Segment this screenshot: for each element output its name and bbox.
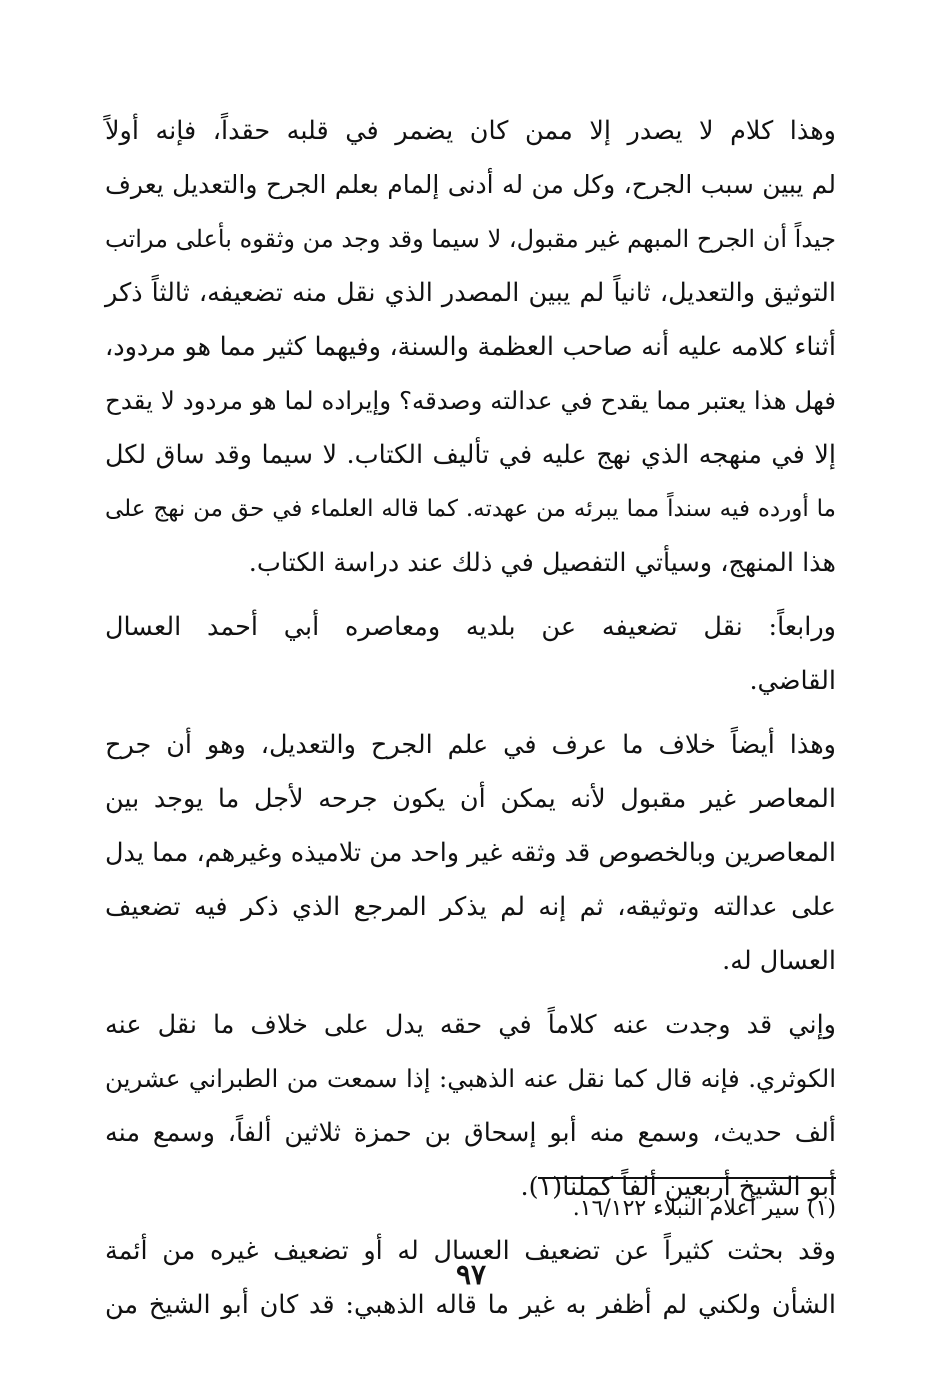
text-line: ألف حديث، وسمع منه أبو إسحاق بن حمزة ثلاثين ألفاً، وسمع منه (105, 1118, 836, 1148)
text-line: ما أورده فيه سنداً مما يبرئه من عهدته. كما قاله العلماء في حق من نهج على (105, 496, 836, 522)
text-line: وإني قد وجدت عنه كلاماً في حقه يدل على خلاف ما نقل عنه (105, 1010, 836, 1040)
text-line: فهل هذا يعتبر مما يقدح في عدالته وصدقه؟ وإيراده لما هو مردود لا يقدح (105, 386, 836, 415)
text-line: المعاصر غير مقبول لأنه يمكن أن يكون جرحه لأجل ما يوجد بين (105, 784, 836, 814)
text-line: ورابعاً: نقل تضعيفه عن بلديه ومعاصره أبي أحمد العسال (105, 612, 836, 642)
text-line: الشأن ولكني لم أظفر به غير ما قاله الذهبي: قد كان أبو الشيخ من (105, 1290, 836, 1320)
text-line: وهذا أيضاً خلاف ما عرف في علم الجرح والتعديل، وهو أن جرح (105, 730, 836, 760)
text-line: لم يبين سبب الجرح، وكل من له أدنى إلمام بعلم الجرح والتعديل يعرف (105, 170, 836, 199)
text-line: وقد بحثت كثيراً عن تضعيف العسال له أو تضعيف غيره من أئمة (105, 1236, 836, 1266)
text-line: على عدالته وتوثيقه، ثم إنه لم يذكر المرجع الذي ذكر فيه تضعيف (105, 892, 836, 922)
footnote: (١) سير أعلام النبلاء ١٦/١٢٢. (572, 1196, 836, 1221)
text-line: القاضي. (749, 666, 836, 696)
text-line: العسال له. (722, 946, 836, 976)
text-line: أثناء كلامه عليه أنه صاحب العظمة والسنة، وفيهما كثير مما هو مردود، (105, 332, 836, 362)
text-line: وهذا كلام لا يصدر إلا ممن كان يضمر في قلبه حقداً، فإنه أولاً (105, 116, 836, 146)
text-line: الكوثري. فإنه قال كما نقل عنه الذهبي: إذا سمعت من الطبراني عشرين (105, 1064, 837, 1093)
main-text (105, 104, 836, 1332)
paragraph-4 (105, 998, 836, 1214)
text-line: هذا المنهج، وسيأتي التفصيل في ذلك عند دراسة الكتاب. (248, 548, 836, 578)
text-line: أبو الشيخ أربعين ألفاً كملنا(١). (520, 1172, 836, 1202)
text-line: المعاصرين وبالخصوص قد وثقه غير واحد من تلاميذه وغيرهم، مما يدل (105, 838, 836, 868)
paragraph-1 (105, 104, 836, 590)
paragraph-2 (105, 600, 836, 708)
footnote-divider (538, 1177, 836, 1179)
text-line: التوثيق والتعديل، ثانياً لم يبين المصدر الذي نقل منه تضعيفه، ثالثاً ذكر (105, 278, 836, 308)
page-number: ٩٧ (455, 1258, 487, 1291)
paragraph-3 (105, 718, 836, 988)
text-line: جيداً أن الجرح المبهم غير مقبول، لا سيما وقد وجد من وثقوه بأعلى مراتب (105, 225, 836, 253)
text-line: إلا في منهجه الذي نهج عليه في تأليف الكتاب. لا سيما وقد ساق لكل (105, 440, 836, 470)
